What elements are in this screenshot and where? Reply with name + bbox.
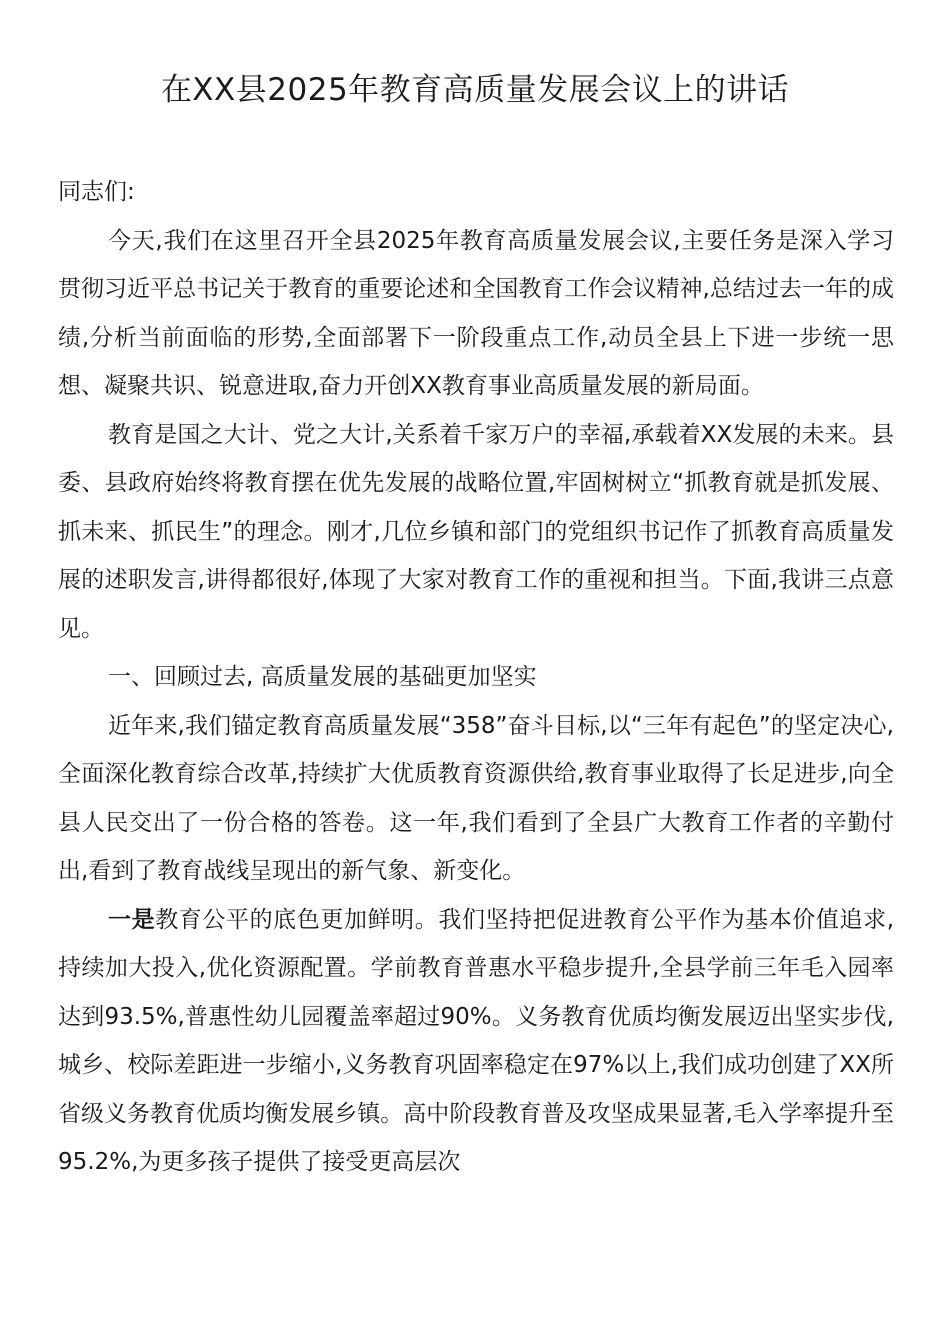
greeting: 同志们: [58,179,135,205]
paragraph-opening: 今天,我们在这里召开全县2025年教育高质量发展会议,主要任务是深入学习贯彻习近平总书记关于教育的重要论述和全国教育工作会议精神,总结过去一年的成绩,分析当前面临的形势,全面部署下一阶段重点工作,动员全县上下进一步统一思想、凝聚共识、锐意进取,奋力开创XX教育事业高质量发展的新局面。 [58,227,894,399]
document-body [58,168,894,1187]
point-text: 教育公平的底色更加鲜明。我们坚持把促进教育公平作为基本价值追求,持续加大投入,优化资源配置。学前教育普惠水平稳步提升,全县学前三年毛入园率达到93.5%,普惠性幼儿园覆盖率超过90%。义务教育优质均衡发展迈出坚实步伐,城乡、校际差距进一步缩小,义务教育巩固率稳定在97%以上,我们成功创建了XX所省级义务教育优质均衡发展乡镇。高中阶段教育普及攻坚成果显著,毛入学率提升至95.2%,为更多孩子提供了接受更高层次 [58,906,895,1175]
point-lead: 一是 [108,906,156,933]
document-title: 在XX县2025年教育高质量发展会议上的讲话 [160,72,790,108]
point-paragraph [58,896,894,1187]
paragraph-importance: 教育是国之大计、党之大计,关系着千家万户的幸福,承载着XX发展的未来。县委、县政府始终将教育摆在优先发展的战略位置,牢固树树立“抓教育就是抓发展、抓未来、抓民生”的理念。刚才,几位乡镇和部门的党组织书记作了抓教育高质量发展的述职发言,讲得都很好,体现了大家对教育工作的重视和担当。下面,我讲三点意见。 [58,421,894,642]
section-heading: 一、回顾过去, 高质量发展的基础更加坚实 [108,664,537,690]
section-paragraph: 近年来,我们锚定教育高质量发展“358”奋斗目标,以“三年有起色”的坚定决心,全面深化教育综合改革,持续扩大优质教育资源供给,教育事业取得了长足进步,向全县人民交出了一份合格的答卷。这一年,我们看到了全县广大教育工作者的辛勤付出,看到了教育战线呈现出的新气象、新变化。 [58,712,894,884]
